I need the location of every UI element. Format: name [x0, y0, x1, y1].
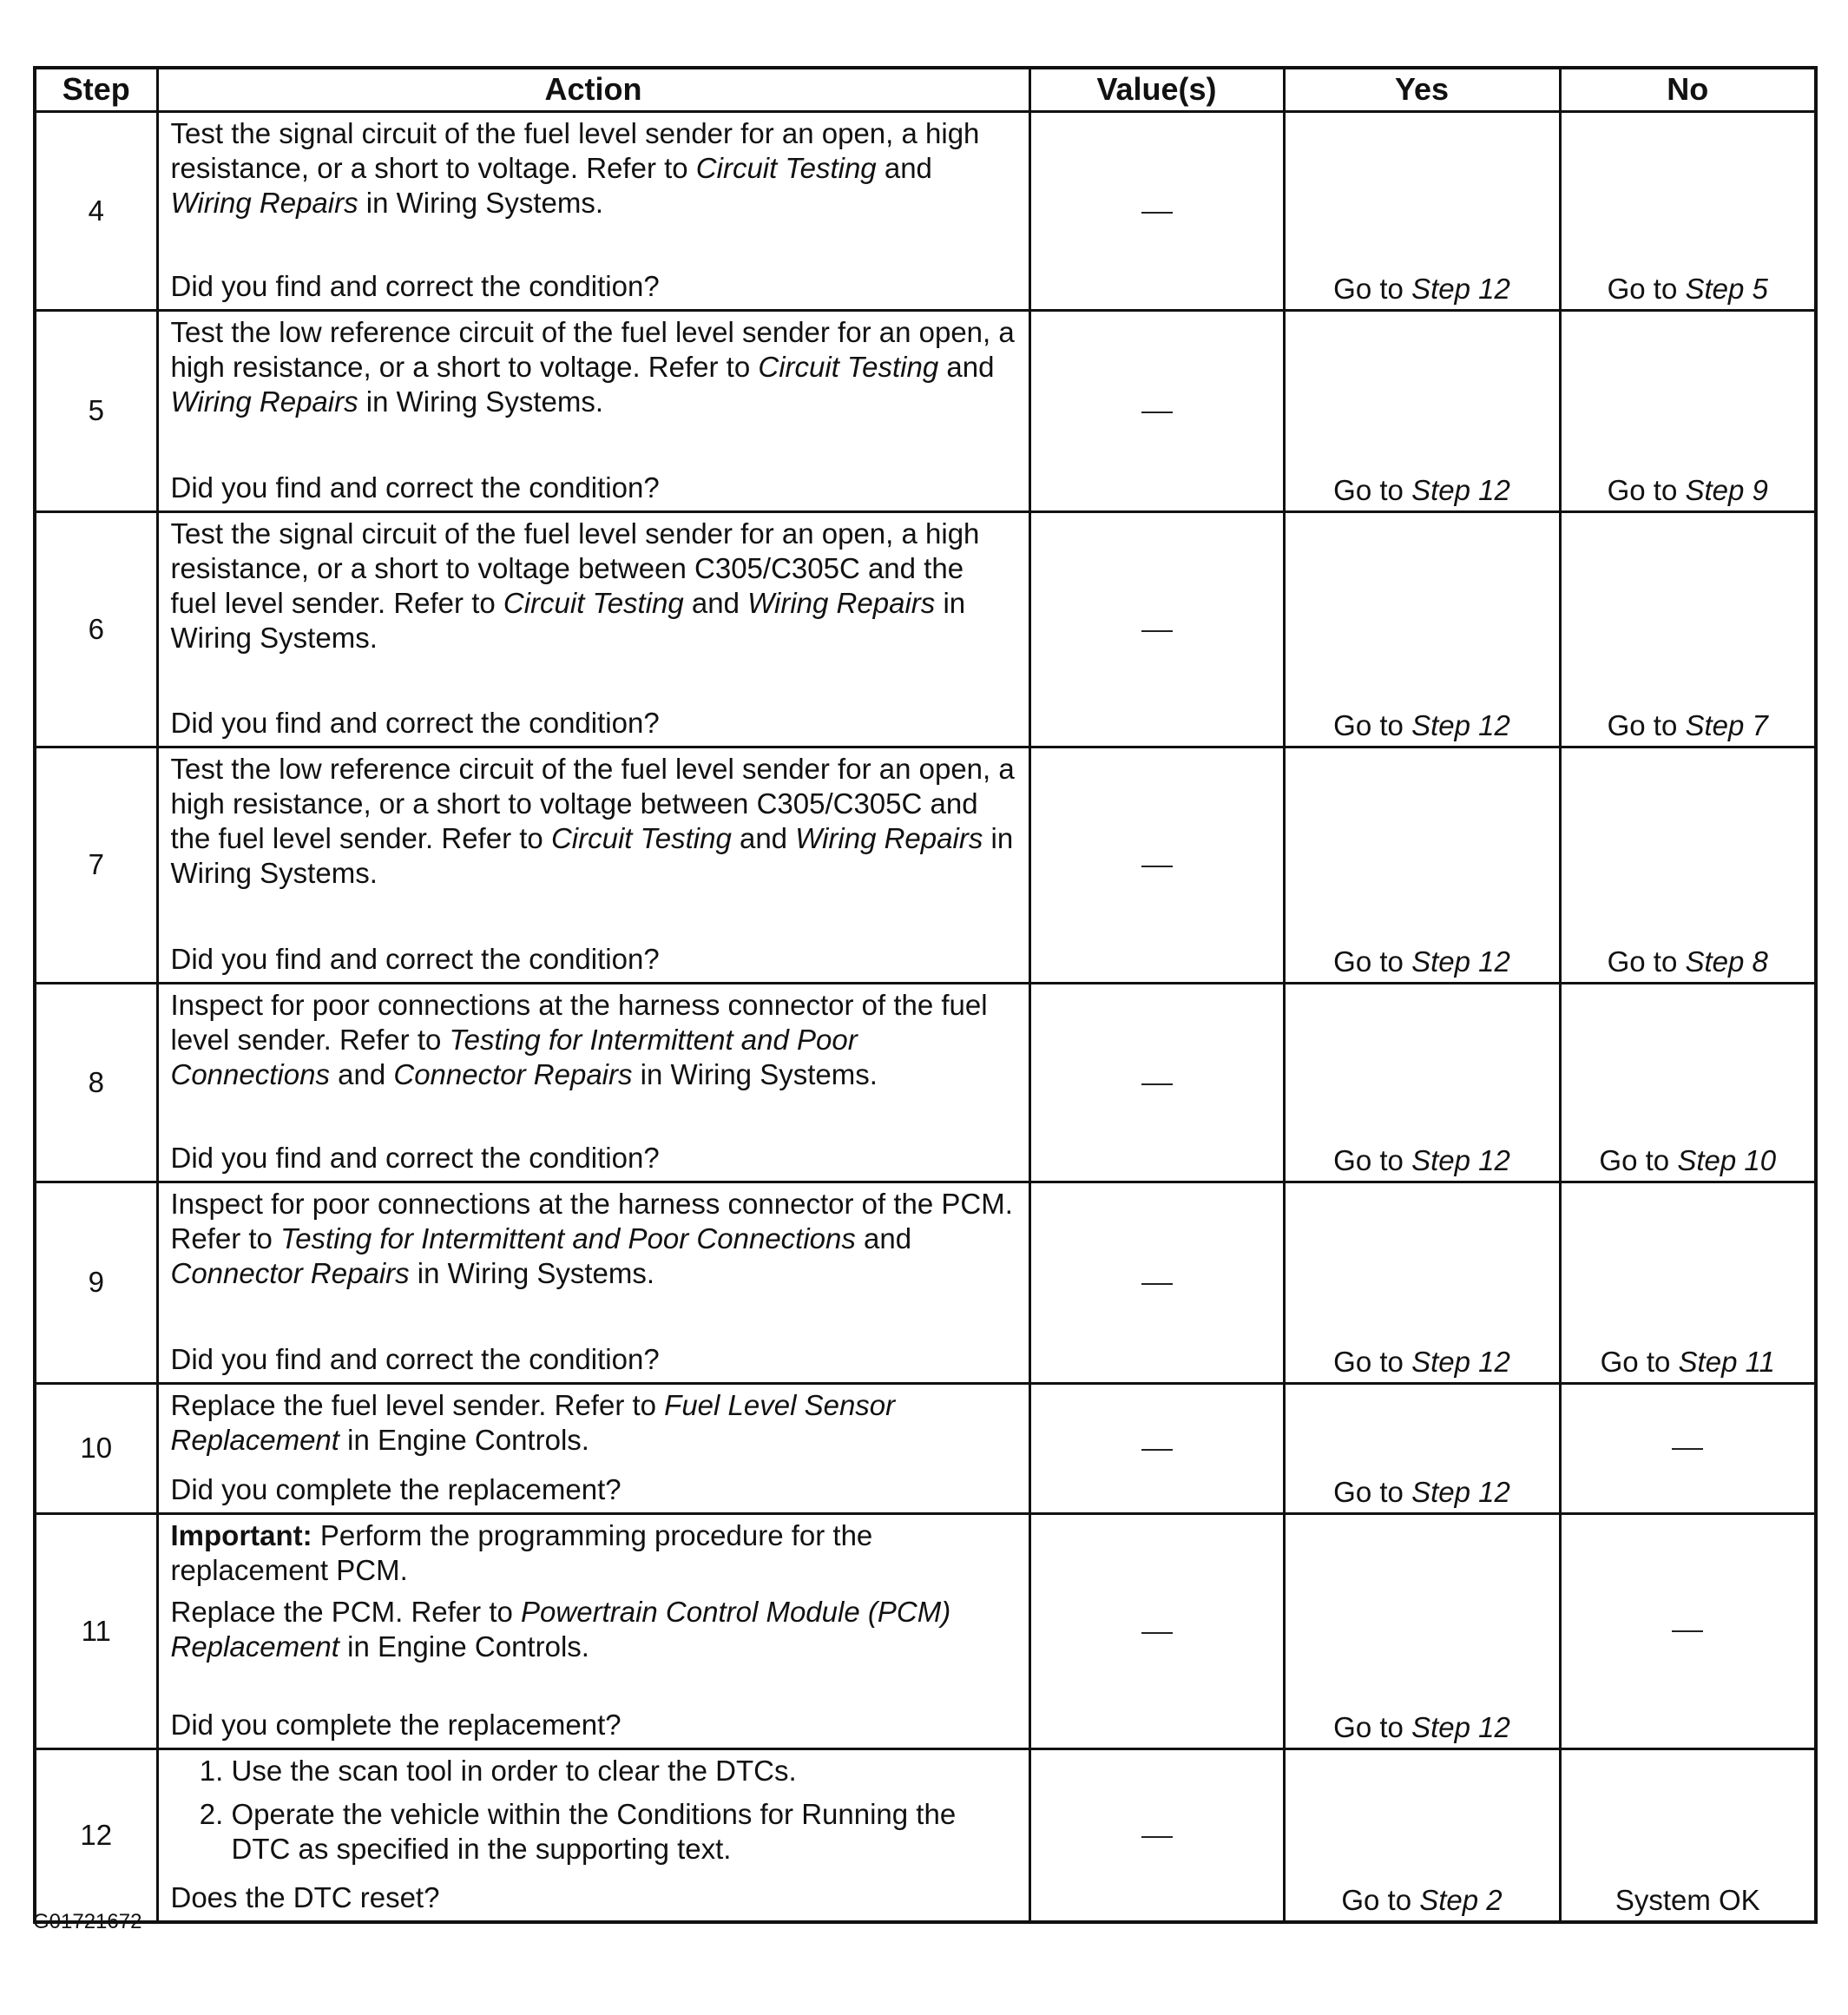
step-reference: Step 2 [1419, 1884, 1503, 1916]
action-paragraph [171, 752, 1016, 891]
dash-mark [1141, 412, 1173, 413]
reference-link-text: Fuel Level Sensor Replacement [170, 1388, 896, 1456]
reference-link-text: Wiring Repairs [795, 821, 983, 854]
go-to-text: Go to [1599, 1143, 1670, 1176]
action-paragraph [171, 1187, 1016, 1291]
no-cell [1560, 310, 1816, 511]
action-text: Test the low reference circuit of the fuel level sender for an open, a high resistance, or a short to voltage between C305/C305C and the fuel level sender. Refer to [170, 752, 1015, 854]
step-number: 11 [35, 1513, 157, 1748]
dash-mark [1141, 866, 1173, 867]
go-to-text: Go to [1333, 1475, 1404, 1508]
step-number: 6 [35, 511, 157, 747]
yes-cell [1284, 1182, 1560, 1383]
yes-cell [1284, 983, 1560, 1182]
reference-link-text: Wiring Repairs [747, 586, 936, 619]
no-cell [1560, 1513, 1816, 1748]
action-content [171, 1754, 1016, 1916]
dash-mark [1141, 1632, 1173, 1634]
go-to-text: Go to [1341, 1884, 1412, 1916]
step-reference: Step 7 [1685, 708, 1768, 741]
header-no: No [1560, 68, 1816, 111]
step-reference: Step 12 [1411, 272, 1510, 305]
reference-link-text: Circuit Testing [758, 350, 939, 383]
no-cell [1560, 1383, 1816, 1513]
action-text: Inspect for poor connections at the harness connector of the fuel level sender. Refer to [170, 988, 988, 1056]
step-reference: Step 9 [1685, 473, 1768, 506]
value-cell [1029, 1182, 1284, 1383]
step-reference: Step 5 [1685, 272, 1768, 305]
action-cell [157, 1182, 1029, 1383]
diagnostic-table [33, 66, 1818, 1924]
action-question: Did you find and correct the condition? [170, 1342, 660, 1375]
table-body [35, 111, 1816, 1922]
value-cell [1029, 310, 1284, 511]
action-paragraph [171, 1388, 1016, 1458]
action-body [171, 1187, 1016, 1291]
action-body [171, 988, 1016, 1092]
action-text: Test the signal circuit of the fuel level sender for an open, a high resistance, or a short to voltage between C305/C305C and the fuel level sender. Refer to [170, 517, 980, 619]
step-reference: Step 12 [1411, 945, 1510, 978]
action-content [171, 1388, 1016, 1507]
step-reference: Step 12 [1411, 1345, 1510, 1378]
step-reference: Step 11 [1678, 1345, 1775, 1378]
value-cell [1029, 1383, 1284, 1513]
action-text: in Engine Controls. [339, 1630, 589, 1663]
go-to-text: Go to [1333, 1710, 1404, 1743]
action-text: in Wiring Systems. [409, 1256, 655, 1289]
yes-cell [1284, 1383, 1560, 1513]
no-cell [1560, 111, 1816, 310]
table-row [35, 1748, 1816, 1922]
table-row [35, 111, 1816, 310]
no-cell [1560, 1182, 1816, 1383]
action-text: Inspect for poor connections at the harness connector of the PCM. Refer to [170, 1187, 1013, 1254]
action-text: in Wiring Systems. [358, 385, 603, 418]
action-cell [157, 511, 1029, 747]
header-step: Step [35, 68, 157, 111]
reference-link-text: Connector Repairs [170, 1256, 410, 1289]
figure-id: G01721672 [33, 1910, 142, 1933]
reference-link-text: Wiring Repairs [170, 385, 358, 418]
go-to-text: Go to [1333, 708, 1404, 741]
value-cell [1029, 1748, 1284, 1922]
dash-mark [1141, 1283, 1173, 1285]
go-to-text: Go to [1333, 945, 1404, 978]
action-content [171, 752, 1016, 977]
action-cell [157, 1748, 1029, 1922]
reference-link-text: Wiring Repairs [170, 186, 358, 219]
reference-link-text: Circuit Testing [695, 151, 877, 184]
dash-mark [1672, 1448, 1703, 1450]
step-number: 7 [35, 747, 157, 983]
action-text: and [329, 1057, 394, 1090]
table-row [35, 983, 1816, 1182]
action-text: Replace the fuel level sender. Refer to [170, 1388, 665, 1421]
table-row [35, 1383, 1816, 1513]
step-number: 12 [35, 1748, 157, 1922]
header-values: Value(s) [1029, 68, 1284, 111]
go-to-text: Go to [1600, 1345, 1671, 1378]
action-paragraph [171, 315, 1016, 419]
step-number: 10 [35, 1383, 157, 1513]
action-body [171, 315, 1016, 419]
action-paragraph [171, 988, 1016, 1092]
important-label: Important: [170, 1518, 312, 1551]
action-text: and [683, 586, 748, 619]
action-content [171, 1518, 1016, 1742]
action-text: in Wiring Systems. [170, 586, 966, 654]
procedure-item: 2. Operate the vehicle within the Conditions for Running the DTC as specified in the supporting text. [232, 1797, 1016, 1867]
action-body [171, 1518, 1016, 1664]
go-to-text: Go to [1607, 272, 1678, 305]
yes-cell [1284, 111, 1560, 310]
header-yes: Yes [1284, 68, 1560, 111]
step-reference: Step 10 [1677, 1143, 1777, 1176]
action-body [171, 752, 1016, 891]
action-content [171, 315, 1016, 505]
action-question: Did you complete the replacement? [170, 1472, 621, 1505]
yes-cell [1284, 310, 1560, 511]
dash-mark [1141, 1083, 1173, 1085]
action-content [171, 116, 1016, 304]
go-to-text: Go to [1607, 473, 1678, 506]
value-cell [1029, 1513, 1284, 1748]
action-body [171, 1754, 1016, 1875]
step-reference: Step 12 [1411, 473, 1510, 506]
step-reference: Step 12 [1411, 708, 1510, 741]
dash-mark [1141, 630, 1173, 632]
dash-mark [1141, 212, 1173, 214]
go-to-text: Go to [1607, 945, 1678, 978]
action-cell [157, 747, 1029, 983]
dash-mark [1141, 1449, 1173, 1451]
action-text: and [876, 151, 932, 184]
action-text: Test the signal circuit of the fuel level sender for an open, a high resistance, or a short to voltage. Refer to [170, 116, 980, 184]
go-to-text: Go to [1333, 272, 1404, 305]
no-cell [1560, 511, 1816, 747]
action-cell [157, 1513, 1029, 1748]
action-content [171, 988, 1016, 1175]
action-text: Test the low reference circuit of the fuel level sender for an open, a high resistance, or a short to voltage. Refer to [170, 315, 1015, 383]
important-text: Perform the programming procedure for the replacement PCM. [170, 1518, 873, 1586]
action-text: in Wiring Systems. [170, 821, 1014, 889]
table-row [35, 511, 1816, 747]
step-number: 9 [35, 1182, 157, 1383]
dash-mark [1672, 1630, 1703, 1632]
action-question: Did you find and correct the condition? [170, 269, 660, 302]
action-text: Replace the PCM. Refer to [170, 1595, 522, 1628]
step-reference: Step 12 [1411, 1475, 1510, 1508]
action-text: and [731, 821, 796, 854]
action-question: Does the DTC reset? [170, 1881, 440, 1913]
value-cell [1029, 747, 1284, 983]
go-to-text: Go to [1333, 1345, 1404, 1378]
action-body [171, 1388, 1016, 1458]
reference-link-text: Circuit Testing [550, 821, 732, 854]
header-row [35, 68, 1816, 111]
step-reference: Step 12 [1411, 1710, 1510, 1743]
step-reference: Step 8 [1685, 945, 1768, 978]
procedure-item: 1. Use the scan tool in order to clear the DTCs. [232, 1754, 1016, 1788]
reference-link-text: Connector Repairs [393, 1057, 633, 1090]
go-to-text: Go to [1333, 473, 1404, 506]
header-action: Action [157, 68, 1029, 111]
reference-link-text: Testing for Intermittent and Poor Connections [170, 1023, 858, 1090]
no-cell: System OK [1560, 1748, 1816, 1922]
table-row [35, 310, 1816, 511]
value-cell [1029, 983, 1284, 1182]
go-to-text: Go to [1333, 1143, 1404, 1176]
action-paragraph [171, 116, 1016, 221]
action-paragraph [171, 517, 1016, 655]
action-question: Did you complete the replacement? [170, 1708, 621, 1741]
table-row [35, 1513, 1816, 1748]
value-cell [1029, 511, 1284, 747]
yes-cell [1284, 1748, 1560, 1922]
no-cell [1560, 747, 1816, 983]
value-cell [1029, 111, 1284, 310]
yes-cell [1284, 511, 1560, 747]
reference-link-text: Testing for Intermittent and Poor Connections [280, 1222, 856, 1254]
action-cell [157, 310, 1029, 511]
yes-cell [1284, 747, 1560, 983]
step-reference: Step 12 [1411, 1143, 1510, 1176]
step-number: 5 [35, 310, 157, 511]
action-cell [157, 1383, 1029, 1513]
no-cell [1560, 983, 1816, 1182]
action-text: in Wiring Systems. [358, 186, 603, 219]
action-question: Did you find and correct the condition? [170, 706, 660, 739]
yes-cell [1284, 1513, 1560, 1748]
step-number: 8 [35, 983, 157, 1182]
action-cell [157, 111, 1029, 310]
action-cell [157, 983, 1029, 1182]
action-text: in Wiring Systems. [632, 1057, 878, 1090]
important-note [171, 1518, 1016, 1588]
go-to-text: Go to [1607, 708, 1678, 741]
action-body [171, 116, 1016, 221]
action-text: in Engine Controls. [339, 1423, 589, 1456]
action-text: and [938, 350, 995, 383]
dash-mark [1141, 1836, 1173, 1838]
table-row [35, 1182, 1816, 1383]
action-content [171, 517, 1016, 741]
action-question: Did you find and correct the condition? [170, 942, 660, 975]
step-number: 4 [35, 111, 157, 310]
action-content [171, 1187, 1016, 1377]
action-question: Did you find and correct the condition? [170, 1141, 660, 1174]
procedure-list [171, 1754, 1016, 1867]
action-text: and [855, 1222, 912, 1254]
reference-link-text: Powertrain Control Module (PCM) Replacement [170, 1595, 951, 1663]
action-question: Did you find and correct the condition? [170, 471, 660, 504]
reference-link-text: Circuit Testing [503, 586, 684, 619]
action-paragraph [171, 1595, 1016, 1664]
action-body [171, 517, 1016, 655]
table-row [35, 747, 1816, 983]
